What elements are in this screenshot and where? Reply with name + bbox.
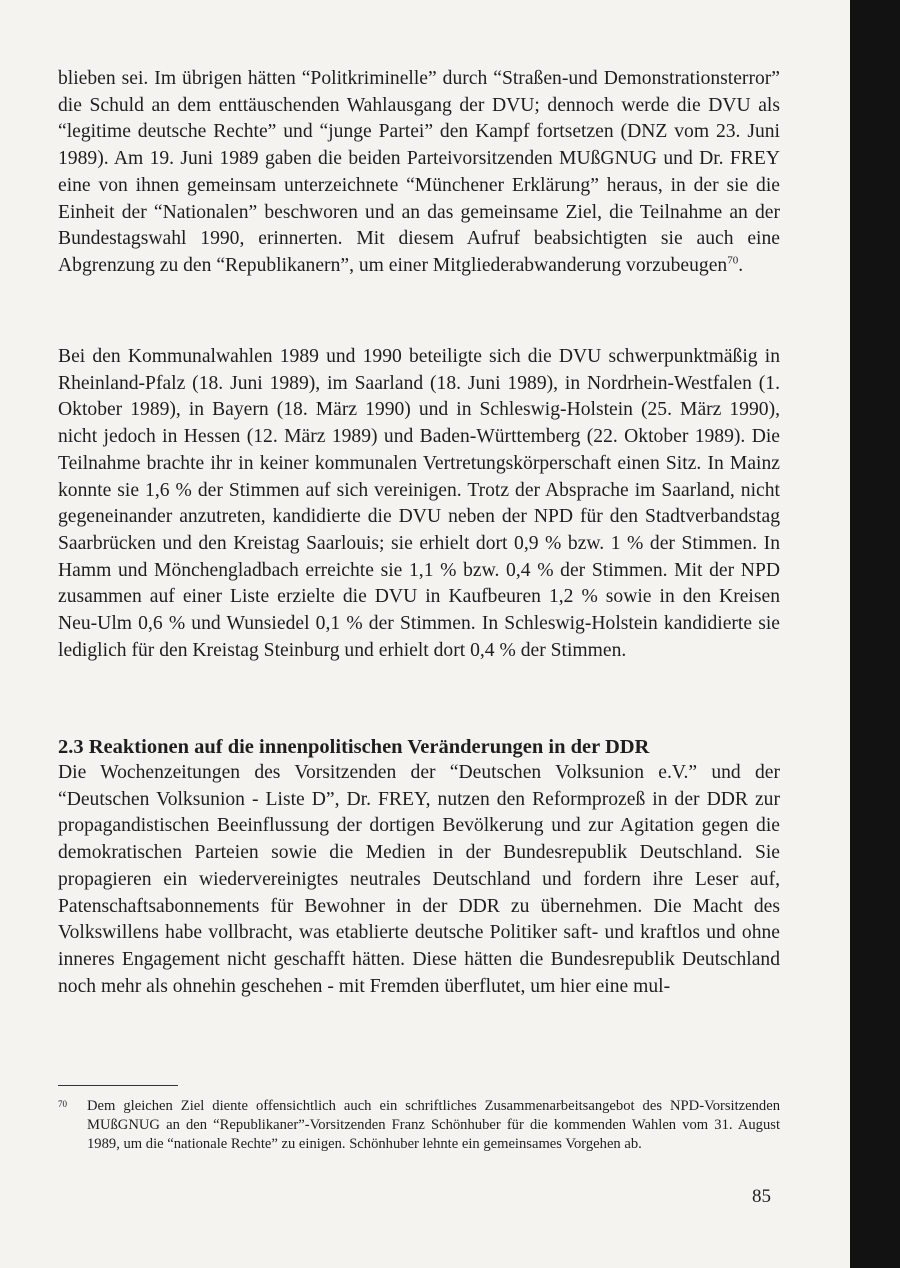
section-2-3 [58,734,780,1000]
footnote-reference[interactable]: 70 [727,254,739,267]
section-heading: 2.3 Reaktionen auf die innenpolitischen Veränderungen in der DDR [58,736,650,758]
page-number: 85 [752,1186,771,1207]
paragraph-continuation [58,66,780,280]
footnote-divider [58,1085,178,1086]
paragraph-ddr-reactions: Die Wochenzeitungen des Vorsitzenden der “Deutschen Volksunion e.V.” und der “Deutschen Volksunion - Liste D”, Dr. FREY, nutzen den Reformprozeß in der DDR zur propagandistischen Beeinflussung der dortigen Bevölkerung und zur Agitation gegen die demokratischen Parteien sowie die Medien in der Bundesrepublik Deutschland. Sie propagieren ein wiedervereinigtes neutrales Deutschland und fordern ihre Leser auf, Patenschaftsabonnements für Bewohner in der DDR zu übernehmen. Die Macht des Volkswillens habe vollbracht, was etablierte deutsche Politiker saft- und kraftlos und ohne inneres Engagement nicht geschafft hätten. Diese hätten die Bundesrepublik Deutschland noch mehr als ohnehin geschehen - mit Fremden überflutet, um hier eine mul- [58,762,780,997]
footnote-text: Dem gleichen Ziel diente offensichtlich auch ein schriftliches Zusammenarbeitsangebot des NPD-Vorsitzenden MUßGNUG an den “Republikaner”-Vorsitzenden Franz Schönhuber für die kommenden Wahlen vom 31. August 1989, um die “nationale Rechte” zu einigen. Schönhuber lehnte ein gemeinsames Vorgehen ab. [87,1098,780,1152]
paragraph-municipal-elections: Bei den Kommunalwahlen 1989 und 1990 beteiligte sich die DVU schwerpunktmäßig in Rheinland-Pfalz (18. Juni 1989), im Saarland (18. Juni 1989), in Nordrhein-Westfalen (1. Oktober 1989), in Bayern (18. März 1990) und in Schleswig-Holstein (25. März 1990), nicht jedoch in Hessen (12. März 1989) und Baden-Württemberg (22. Oktober 1989). Die Teilnahme brachte ihr in keiner kommunalen Vertretungskörperschaft einen Sitz. In Mainz konnte sie 1,6 % der Stimmen auf sich vereinigen. Trotz der Absprache im Saarland, nicht gegeneinander anzutreten, kandidierte die DVU neben der NPD für den Stadtverbandstag Saarbrücken und den Kreistag Saarlouis; sie erhielt dort 0,9 % bzw. 1 % der Stimmen. In Hamm und Mönchengladbach erreichte sie 1,1 % bzw. 0,4 % der Stimmen. Mit der NPD zusammen auf einer Liste erzielte die DVU in Kaufbeuren 1,2 % sowie in den Kreisen Neu-Ulm 0,6 % und Wunsiedel 0,1 % der Stimmen. In Schleswig-Holstein kandidierte sie lediglich für den Kreistag Steinburg und erhielt dort 0,4 % der Stimmen. [58,346,780,661]
body-text-block-1 [58,66,780,280]
scan-edge-shadow [850,0,900,1268]
paragraph-1-end: . [738,254,744,276]
footnote-70 [58,1097,780,1154]
paragraph-1-text: blieben sei. Im übrigen hätten “Politkriminelle” durch “Straßen-und Demonstrationsterror” die Schuld an dem enttäuschenden Wahlausgang der DVU; dennoch werde die DVU als “legitime deutsche Rechte” und “junge Partei” den Kampf fortsetzen (DNZ vom 23. Juni 1989). Am 19. Juni 1989 gaben die beiden Parteivorsitzenden MUßGNUG und Dr. FREY eine von ihnen gemeinsam unterzeichnete “Münchener Erklärung” heraus, in der sie die Einheit der “Nationalen” beschworen und an das gemeinsame Ziel, die Teilnahme an der Bundestagswahl 1990, erinnerten. Mit diesem Aufruf beabsichtigten sie auch eine Abgrenzung zu den “Republikanern”, um einer Mitgliederabwanderung vorzubeugen [58,68,780,276]
footnote-mark: 70 [58,1099,67,1109]
body-text-block-2 [58,344,780,664]
